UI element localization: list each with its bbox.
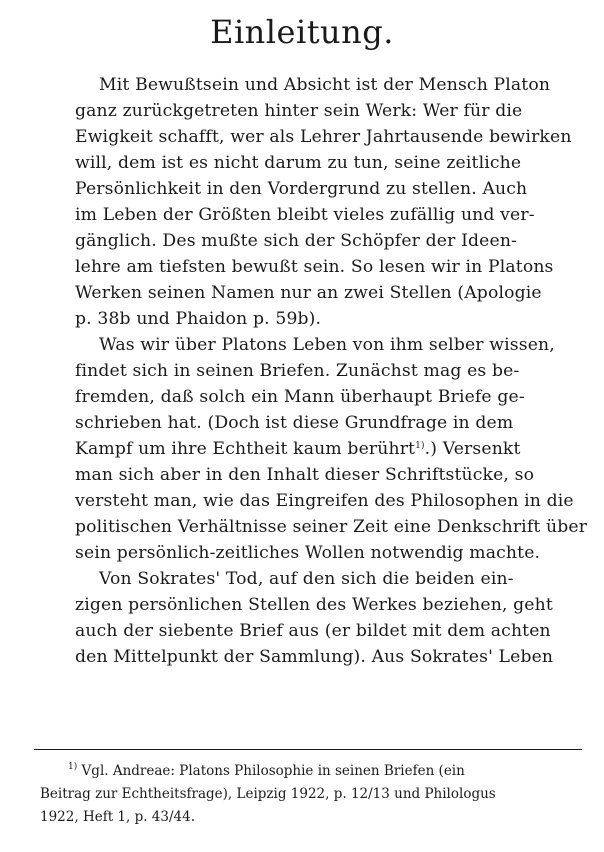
footnote-marker: 1)	[68, 762, 78, 772]
text-line: politischen Verhältnisse seiner Zeit eine Denkschrift über	[75, 517, 588, 537]
text-line: p. 38b und Phaidon p. 59b).	[75, 309, 322, 329]
text-line: Ewigkeit schafft, wer als Lehrer Jahrtausende bewirken	[75, 127, 572, 147]
text-segment: .) Versenkt	[424, 439, 521, 459]
text-line: im Leben der Größten bleibt vieles zufällig und ver-	[75, 205, 535, 225]
text-line: Mit Bewußtsein und Absicht ist der Mensch Platon	[99, 75, 551, 95]
body-text	[75, 72, 587, 670]
text-line: Von Sokrates' Tod, auf den sich die beiden ein-	[99, 569, 514, 589]
text-line: will, dem ist es nicht darum zu tun, seine zeitliche	[75, 153, 522, 173]
footnote-line: Beitrag zur Echtheitsfrage), Leipzig 1922, p. 12/13 und Philologus	[40, 786, 496, 802]
footnotes	[40, 760, 590, 829]
text-line: lehre am tiefsten bewußt sein. So lesen wir in Platons	[75, 257, 554, 277]
footnote-line: 1922, Heft 1, p. 43/44.	[40, 809, 196, 825]
text-line: sein persönlich-zeitliches Wollen notwendig machte.	[75, 543, 541, 563]
text-line: gänglich. Des mußte sich der Schöpfer der Ideen-	[75, 231, 517, 251]
text-line: ganz zurückgetreten hinter sein Werk: Wer für die	[75, 101, 523, 121]
text-line: zigen persönlichen Stellen des Werkes beziehen, geht	[75, 595, 553, 615]
text-line: den Mittelpunkt der Sammlung). Aus Sokrates' Leben	[75, 647, 554, 667]
footnote-line	[40, 760, 590, 783]
text-line: Werken seinen Namen nur an zwei Stellen (Apologie	[75, 283, 542, 303]
text-line: Was wir über Platons Leben von ihm selber wissen,	[99, 335, 555, 355]
text-segment: Kampf um ihre Echtheit kaum berührt	[75, 439, 416, 459]
text-line-with-footnote-ref	[75, 436, 587, 462]
footnote-divider	[34, 749, 582, 750]
footnote-text: Vgl. Andreae: Platons Philosophie in seinen Briefen (ein	[81, 763, 465, 779]
text-line: findet sich in seinen Briefen. Zunächst mag es be-	[75, 361, 520, 381]
text-line: schrieben hat. (Doch ist diese Grundfrage in dem	[75, 413, 514, 433]
text-line: Persönlichkeit in den Vordergrund zu stellen. Auch	[75, 179, 528, 199]
text-line: versteht man, wie das Eingreifen des Philosophen in die	[75, 491, 574, 511]
chapter-heading: Einleitung.	[210, 13, 394, 51]
text-line: auch der siebente Brief aus (er bildet mit dem achten	[75, 621, 551, 641]
text-line: man sich aber in den Inhalt dieser Schriftstücke, so	[75, 465, 535, 485]
footnote-reference: 1)	[415, 441, 425, 451]
text-line: fremden, daß solch ein Mann überhaupt Briefe ge-	[75, 387, 525, 407]
